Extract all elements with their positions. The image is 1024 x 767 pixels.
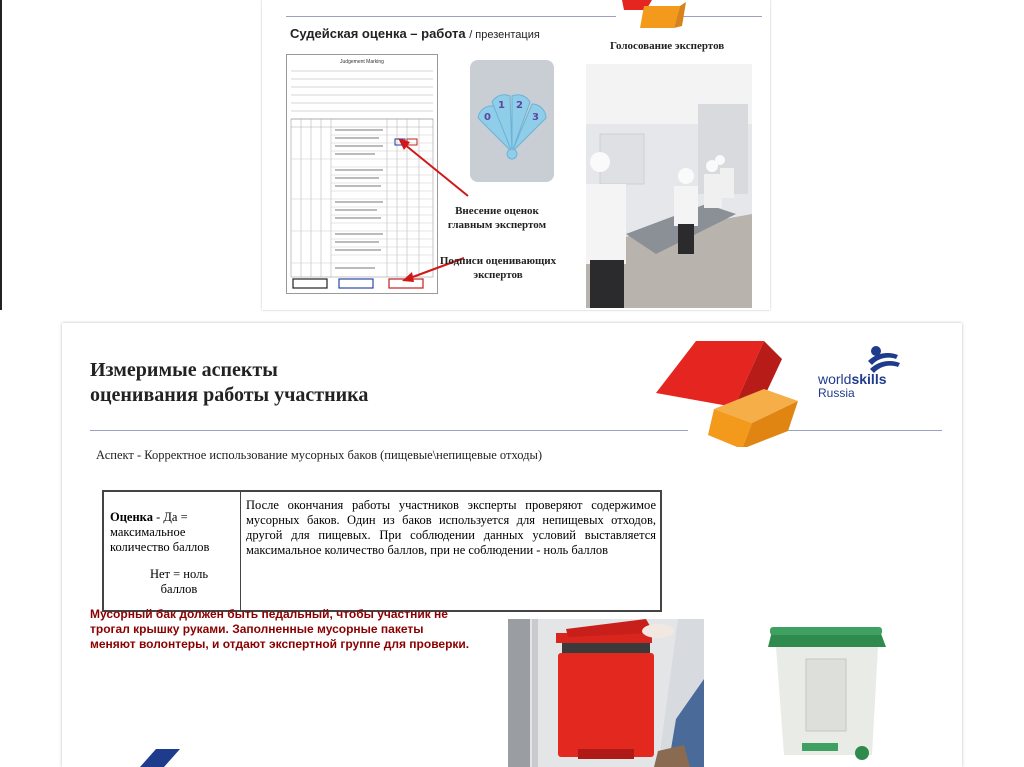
fan-number: 2 bbox=[516, 100, 523, 111]
score-cell bbox=[104, 492, 241, 610]
blue-corner-icon bbox=[140, 749, 180, 767]
sheet-title: Judgement Marking bbox=[340, 59, 384, 65]
voting-fan-photo bbox=[470, 60, 554, 182]
red-note: Мусорный бак должен быть педальный, чтобы участник не трогал крышку руками. Заполненные мусорные пакеты меняют волонтеры, и отдают экспертной группе для проверки. bbox=[90, 607, 470, 651]
bottom-slide bbox=[62, 323, 962, 767]
score-no: Нет = ноль баллов bbox=[149, 567, 209, 596]
divider bbox=[90, 430, 688, 431]
criteria-table bbox=[102, 490, 662, 612]
score-text: - Да = максимальное количество баллов bbox=[110, 510, 210, 554]
fan-number: 1 bbox=[498, 100, 505, 111]
voting-label: Голосование экспертов bbox=[610, 40, 725, 52]
fan-number: 0 bbox=[484, 112, 491, 123]
red-bin-photo bbox=[508, 619, 704, 767]
aspect-text: Аспект - Корректное использование мусорных баков (пищевые\непищевые отходы) bbox=[96, 448, 543, 462]
fan-number: 3 bbox=[532, 112, 539, 123]
white-bin-image bbox=[762, 619, 892, 767]
voting-fan-graphic bbox=[470, 60, 554, 182]
worldskills-logo-text: worldskills Russia bbox=[818, 371, 887, 400]
annotation-signatures: Подписи оценивающих экспертов bbox=[439, 255, 557, 281]
score-label: Оценка bbox=[110, 510, 153, 524]
annotation-marks: Внесение оценок главным экспертом bbox=[447, 205, 547, 231]
cube-logo-icon bbox=[612, 0, 692, 32]
divider bbox=[286, 16, 616, 17]
description-cell: После окончания работы участников эксперты проверяют содержимое мусорных баков. Один из баков используется для непищевых отходов, другой для пищевых. При соблюдении данных условий выставляется максимальное количество баллов, при не соблюдении - ноль баллов bbox=[246, 498, 656, 557]
experts-photo-graphic bbox=[586, 64, 752, 308]
left-frame-edge bbox=[0, 0, 2, 310]
top-slide bbox=[262, 0, 770, 310]
cube-logo-icon bbox=[648, 331, 818, 447]
slide-title: Судейская оценка – работа / презентация bbox=[290, 26, 540, 41]
experts-photo bbox=[586, 64, 752, 308]
slide-title: Измеримые аспекты оценивания работы участника bbox=[90, 359, 369, 406]
